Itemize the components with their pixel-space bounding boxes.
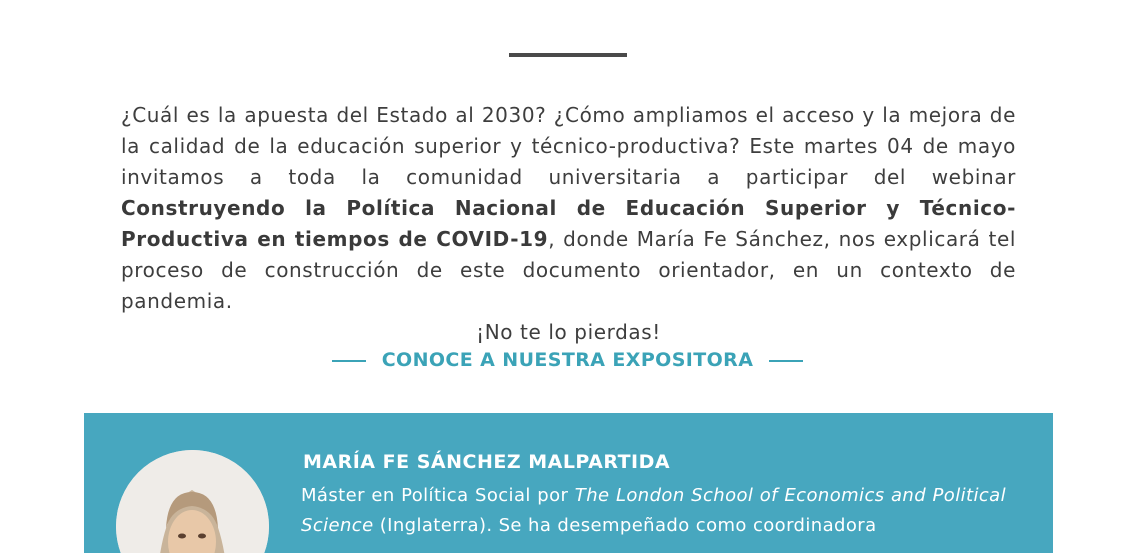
speaker-institution: The London School of Economics and Political Science: [301, 485, 1007, 536]
heading-line-right: [769, 360, 803, 362]
divider-line: [509, 53, 627, 57]
intro-paragraph: [121, 100, 1016, 348]
section-heading-text: CONOCE A NUESTRA EXPOSITORA: [381, 349, 754, 371]
heading-line-left: [332, 360, 366, 362]
speaker-bio: [301, 481, 1006, 541]
section-heading: [0, 349, 1135, 371]
speaker-bio-before: Máster en Política Social por: [301, 485, 575, 506]
cropped-top-heading: [0, 0, 1135, 6]
intro-text-after: , donde María Fe Sánchez, nos explicará tel proceso de construcción de este documento orientador, en un contexto de pandemia.: [121, 227, 1017, 313]
intro-text-before: ¿Cuál es la apuesta del Estado al 2030? ¿Cómo ampliamos el acceso y la mejora de la calidad de la educación superior y técnico-productiva? Este martes 04 de mayo invitamos a toda la comunidad universitaria a participar del webinar: [121, 103, 1016, 189]
speaker-bio-after: (Inglaterra). Se ha desempeñado como coordinadora: [373, 515, 877, 536]
webinar-title: Construyendo la Política Nacional de Educación Superior y Técnico-Productiva en tiempos de COVID-19: [121, 196, 1016, 251]
speaker-photo: [116, 450, 269, 553]
intro-closing: ¡No te lo pierdas!: [476, 320, 661, 344]
speaker-name: MARÍA FE SÁNCHEZ MALPARTIDA: [303, 451, 671, 473]
speaker-card: [84, 413, 1053, 553]
speaker-portrait-icon: [116, 450, 269, 553]
